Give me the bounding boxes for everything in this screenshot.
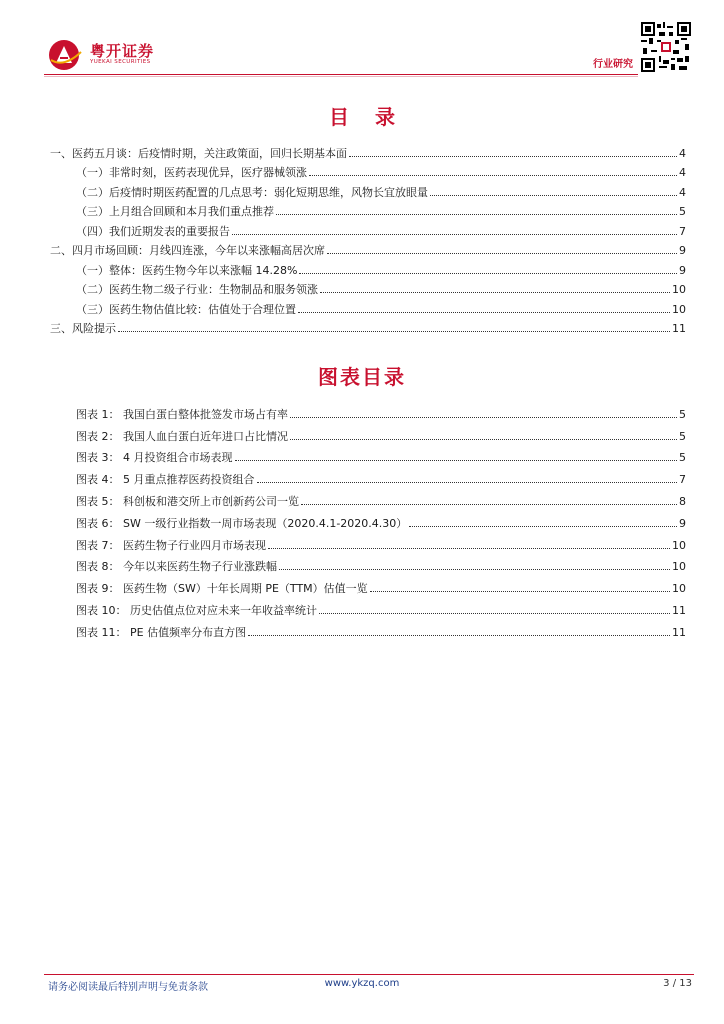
- toc-entry[interactable]: [50, 140, 686, 160]
- figure-entry-page: 10: [672, 538, 686, 552]
- figure-entry-page: 5: [679, 451, 686, 465]
- toc-entry-page: 10: [672, 302, 686, 316]
- toc-entry-text: （一）非常时刻，医药表现优异，医疗器械领涨: [76, 166, 307, 179]
- figure-entry[interactable]: [76, 443, 686, 465]
- toc-entry-page: 9: [679, 244, 686, 257]
- figure-entry[interactable]: [76, 617, 686, 639]
- header-divider-light: [44, 76, 638, 77]
- toc-entry-page: 11: [672, 322, 686, 335]
- page-header: [0, 0, 724, 80]
- dot-leader: [279, 569, 670, 570]
- toc-entry-page: 4: [679, 146, 686, 160]
- figure-entry-page: 10: [672, 582, 686, 596]
- figure-entry-text: 图表 6： SW 一级行业指数一周市场表现（2020.4.1-2020.4.30）: [76, 516, 408, 530]
- figure-entry-text: 图表 2： 我国人血白蛋白近年进口占比情况: [76, 429, 288, 443]
- brand-name-en: YUEKAI SECURITIES: [90, 59, 151, 65]
- toc-entry-text: （四）我们近期发表的重要报告: [76, 224, 230, 238]
- figure-entry-text: 图表 4： 5 月重点推荐医药投资组合: [76, 473, 255, 487]
- figure-entry-text: 图表 1： 我国白蛋白整体批签发市场占有率: [76, 407, 288, 421]
- figure-entry-page: 10: [672, 560, 686, 574]
- figure-entry-page: 7: [679, 473, 686, 487]
- toc-entry-page: 5: [679, 205, 686, 218]
- figure-entry[interactable]: [76, 421, 686, 443]
- toc-entry-text: 二、四月市场回顾：月线四连涨，今年以来涨幅高居次席: [50, 244, 325, 257]
- dot-leader: [290, 417, 677, 418]
- figure-entry[interactable]: [76, 508, 686, 530]
- dot-leader: [276, 214, 677, 215]
- toc-entry-page: 4: [679, 185, 686, 199]
- table-of-contents: [50, 140, 686, 335]
- figure-entry[interactable]: [76, 486, 686, 508]
- figure-entry-text: 图表 5： 科创板和港交所上市创新药公司一览: [76, 494, 299, 508]
- toc-entry-page: 10: [672, 283, 686, 296]
- toc-entry-text: 一、医药五月谈：后疫情时期，关注政策面，回归长期基本面: [50, 146, 347, 160]
- dot-leader: [370, 591, 670, 592]
- figure-entry-page: 9: [679, 516, 686, 530]
- toc-entry[interactable]: [50, 218, 686, 238]
- footer-divider: [44, 974, 694, 975]
- figure-entry-text: 图表 8： 今年以来医药生物子行业涨跌幅: [76, 560, 277, 574]
- toc-entry[interactable]: [50, 160, 686, 180]
- dot-leader: [232, 234, 677, 235]
- dot-leader: [248, 635, 670, 636]
- dot-leader: [301, 504, 677, 505]
- yuekai-logo-icon: [47, 38, 87, 72]
- report-type: 行业研究: [593, 59, 633, 70]
- figure-entry-text: 图表 9： 医药生物（SW）十年长周期 PE（TTM）估值一览: [76, 582, 368, 596]
- dot-leader: [309, 175, 677, 176]
- dot-leader: [235, 460, 678, 461]
- dot-leader: [327, 253, 677, 254]
- figure-entry-text: 图表 11： PE 估值频率分布直方图: [76, 625, 247, 639]
- qr-code-icon: [641, 22, 691, 72]
- dot-leader: [299, 273, 677, 274]
- figure-entry[interactable]: [76, 595, 686, 617]
- figures-title: 图表目录: [318, 365, 406, 389]
- toc-entry-page: 4: [679, 166, 686, 179]
- dot-leader: [298, 312, 670, 313]
- figure-list: [76, 399, 686, 639]
- figure-entry[interactable]: [76, 464, 686, 486]
- header-divider: [44, 74, 638, 75]
- figure-entry-text: 图表 7： 医药生物子行业四月市场表现: [76, 538, 266, 552]
- figure-entry-text: 图表 10： 历史估值点位对应未来一年收益率统计: [76, 603, 317, 617]
- page-number: 3 / 13: [663, 978, 692, 989]
- toc-entry-text: （三）医药生物估值比较：估值处于合理位置: [76, 302, 296, 316]
- toc-entry-text: （一）整体：医药生物今年以来涨幅 14.28%: [76, 263, 298, 277]
- figure-entry-page: 8: [679, 494, 686, 508]
- figure-entry[interactable]: [76, 573, 686, 595]
- toc-entry-page: 9: [679, 263, 686, 277]
- toc-entry-page: 7: [679, 224, 686, 238]
- dot-leader: [118, 331, 670, 332]
- figure-entry-page: 11: [672, 603, 686, 617]
- dot-leader: [349, 156, 677, 157]
- toc-entry[interactable]: [50, 257, 686, 277]
- figure-entry-page: 5: [679, 429, 686, 443]
- toc-entry[interactable]: [50, 238, 686, 258]
- footer-website[interactable]: www.ykzq.com: [324, 978, 400, 989]
- toc-entry[interactable]: [50, 277, 686, 297]
- figure-entry[interactable]: [76, 399, 686, 421]
- dot-leader: [430, 195, 677, 196]
- toc-entry[interactable]: [50, 199, 686, 219]
- dot-leader: [320, 292, 670, 293]
- figure-entry-text: 图表 3： 4 月投资组合市场表现: [76, 451, 233, 465]
- figure-entry[interactable]: [76, 552, 686, 574]
- toc-entry-text: （二）医药生物二级子行业：生物制品和服务领涨: [76, 283, 318, 296]
- dot-leader: [409, 526, 677, 527]
- brand-name: 粤开证券: [90, 42, 155, 60]
- dot-leader: [290, 439, 677, 440]
- dot-leader: [319, 613, 670, 614]
- toc-entry-text: （二）后疫情时期医药配置的几点思考：弱化短期思维，风物长宜放眼量: [76, 185, 428, 199]
- toc-entry[interactable]: [50, 296, 686, 316]
- footer-disclaimer[interactable]: 请务必阅读最后特别声明与免责条款: [48, 982, 208, 993]
- toc-entry-text: 三、风险提示: [50, 322, 116, 335]
- figure-entry-page: 5: [679, 407, 686, 421]
- dot-leader: [257, 482, 678, 483]
- toc-entry[interactable]: [50, 316, 686, 336]
- toc-entry[interactable]: [50, 179, 686, 199]
- figure-entry-page: 11: [672, 625, 686, 639]
- figure-entry[interactable]: [76, 530, 686, 552]
- toc-title: 目录: [329, 105, 421, 129]
- dot-leader: [268, 548, 670, 549]
- toc-entry-text: （三）上月组合回顾和本月我们重点推荐: [76, 205, 274, 218]
